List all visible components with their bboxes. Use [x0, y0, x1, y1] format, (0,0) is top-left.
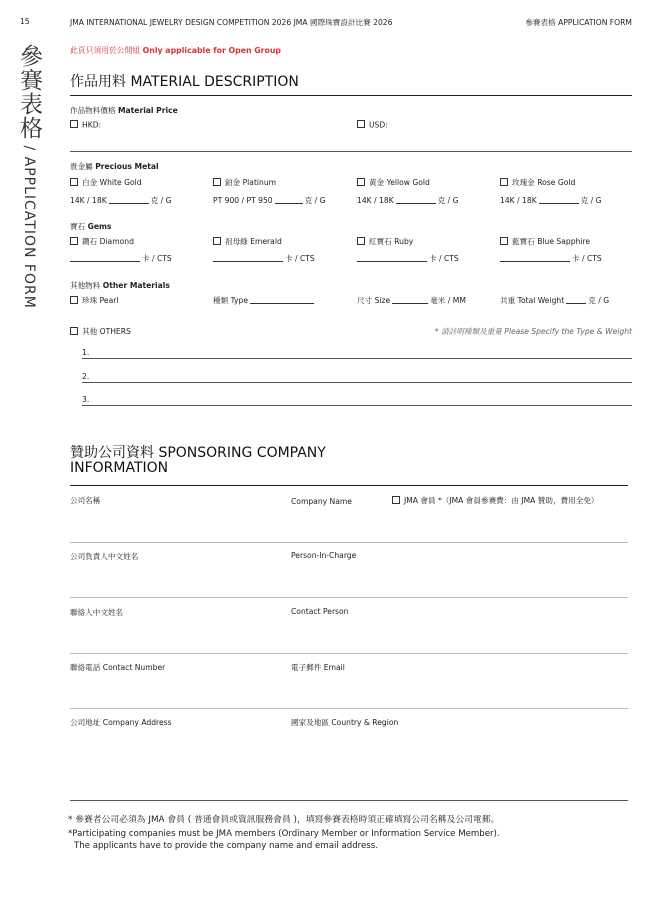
others-checkbox[interactable]: 其他 OTHERS	[70, 326, 131, 337]
emerald-carat-field[interactable]	[213, 254, 283, 262]
section-divider	[70, 485, 628, 486]
other-materials-label: 其他物料 Other Materials	[70, 281, 170, 290]
gems-label: 寶石 Gems	[70, 222, 112, 231]
contact-person-en-label: Contact Person	[291, 607, 349, 616]
emerald-carat: 卡 / CTS	[213, 253, 315, 264]
pearl-size: 尺寸 Size 毫米 / MM	[357, 296, 466, 305]
platinum-weight: PT 900 / PT 950 克 / G	[213, 196, 326, 205]
checkbox-icon[interactable]	[357, 178, 365, 186]
blue-sapphire-carat: 卡 / CTS	[500, 253, 602, 264]
section-divider	[70, 95, 632, 96]
contact-number-label: 聯絡電話 Contact Number	[70, 663, 166, 672]
material-price-label: 作品物料價格 Material Price	[70, 106, 178, 115]
address-field[interactable]	[70, 800, 628, 801]
company-address-label: 公司地址 Company Address	[70, 718, 172, 727]
contact-person-field[interactable]	[70, 653, 628, 654]
others-line-2[interactable]	[82, 382, 632, 383]
blue-sapphire-checkbox[interactable]: 藍寶石 Blue Sapphire	[500, 236, 590, 247]
sponsor-section-title: 贊助公司資料 SPONSORING COMPANY	[70, 445, 326, 461]
white-gold-weight-field[interactable]	[109, 196, 149, 204]
precious-metal-label: 貴金屬 Precious Metal	[70, 162, 159, 171]
pearl-weight-field[interactable]	[566, 296, 586, 304]
others-line-number: 2.	[82, 372, 90, 381]
checkbox-icon[interactable]	[500, 237, 508, 245]
emerald-checkbox[interactable]: 祖母綠 Emerald	[213, 236, 282, 247]
checkbox-icon[interactable]	[70, 296, 78, 304]
sponsor-section-title-2: INFORMATION	[70, 460, 169, 476]
side-title-en: / APPLICATION FORM	[21, 140, 37, 309]
ruby-checkbox[interactable]: 紅寶石 Ruby	[357, 236, 413, 247]
diamond-carat: 卡 / CTS	[70, 253, 172, 264]
contact-number-email-field[interactable]	[70, 708, 628, 709]
checkbox-icon[interactable]	[500, 178, 508, 186]
white-gold-checkbox[interactable]: 白金 White Gold	[70, 177, 142, 188]
jma-member-checkbox[interactable]: JMA 會員 *（JMA 會員參賽費：由 JMA 贊助，費用全免）	[392, 495, 599, 506]
footnote-zh: * 參賽者公司必須為 JMA 會員 ( 普通會員或資訊服務會員 )，填寫參賽表格時須正確填寫公司名稱及公司電郵。	[68, 815, 500, 825]
rose-gold-weight: 14K / 18K 克 / G	[500, 196, 602, 205]
checkbox-icon[interactable]	[213, 237, 221, 245]
divider	[70, 151, 632, 152]
ruby-carat: 卡 / CTS	[357, 253, 459, 264]
footnote-en-2: The applicants have to provide the company name and email address.	[74, 841, 378, 851]
others-line-number: 3.	[82, 395, 90, 404]
others-line-3[interactable]	[82, 405, 632, 406]
checkbox-icon[interactable]	[357, 120, 365, 128]
page-number: 15	[20, 17, 30, 26]
checkbox-icon[interactable]	[70, 237, 78, 245]
pearl-type-field[interactable]	[250, 296, 314, 304]
checkbox-icon[interactable]	[392, 496, 400, 504]
pearl-type: 種類 Type	[213, 295, 316, 306]
person-in-charge-field[interactable]	[70, 597, 628, 598]
material-section-title: 作品用料 MATERIAL DESCRIPTION	[70, 74, 299, 90]
checkbox-icon[interactable]	[213, 178, 221, 186]
person-in-charge-en-label: Person-In-Charge	[291, 551, 357, 560]
yellow-gold-checkbox[interactable]: 黃金 Yellow Gold	[357, 177, 430, 188]
platinum-checkbox[interactable]: 鉑金 Platinum	[213, 177, 276, 188]
usd-checkbox[interactable]: USD:	[357, 120, 388, 130]
person-in-charge-zh-label: 公司負責人中文姓名	[70, 552, 139, 561]
side-title-zh: 參賽表格	[16, 44, 42, 140]
side-title	[6, 44, 46, 309]
checkbox-icon[interactable]	[70, 327, 78, 335]
checkbox-icon[interactable]	[357, 237, 365, 245]
hkd-checkbox[interactable]: HKD:	[70, 120, 101, 130]
competition-title: JMA INTERNATIONAL JEWELRY DESIGN COMPETITION 2026 JMA 國際珠寶設計比賽 2026	[70, 18, 393, 27]
checkbox-icon[interactable]	[70, 120, 78, 128]
pearl-size-field[interactable]	[392, 296, 428, 304]
pearl-weight: 共重 Total Weight 克 / G	[500, 296, 610, 305]
others-line-1[interactable]	[82, 358, 632, 359]
company-name-zh-label: 公司名稱	[70, 496, 101, 505]
yellow-gold-weight: 14K / 18K 克 / G	[357, 196, 459, 205]
checkbox-icon[interactable]	[70, 178, 78, 186]
platinum-weight-field[interactable]	[275, 196, 303, 204]
others-line-number: 1.	[82, 348, 90, 357]
specify-note: * 請註明種類及重量 Please Specify the Type & Weight	[434, 327, 632, 336]
diamond-checkbox[interactable]: 鑽石 Diamond	[70, 236, 134, 247]
form-label: 參賽表格 APPLICATION FORM	[525, 18, 632, 27]
rose-gold-weight-field[interactable]	[539, 196, 579, 204]
open-group-note: 此頁只須用於公開組 Only applicable for Open Group	[70, 46, 282, 55]
white-gold-weight: 14K / 18K 克 / G	[70, 196, 172, 205]
company-name-field[interactable]	[70, 542, 628, 543]
country-region-label: 國家及地區 Country & Region	[291, 718, 399, 727]
ruby-carat-field[interactable]	[357, 254, 427, 262]
footnote-en-1: *Participating companies must be JMA members (Ordinary Member or Information Service Member).	[68, 829, 500, 839]
blue-sapphire-carat-field[interactable]	[500, 254, 570, 262]
rose-gold-checkbox[interactable]: 玫瑰金 Rose Gold	[500, 177, 575, 188]
pearl-checkbox[interactable]: 珍珠 Pearl	[70, 295, 118, 306]
yellow-gold-weight-field[interactable]	[396, 196, 436, 204]
contact-person-zh-label: 聯絡人中文姓名	[70, 608, 124, 617]
email-label: 電子郵件 Email	[291, 663, 345, 672]
company-name-en-label: Company Name	[291, 497, 352, 506]
diamond-carat-field[interactable]	[70, 254, 140, 262]
